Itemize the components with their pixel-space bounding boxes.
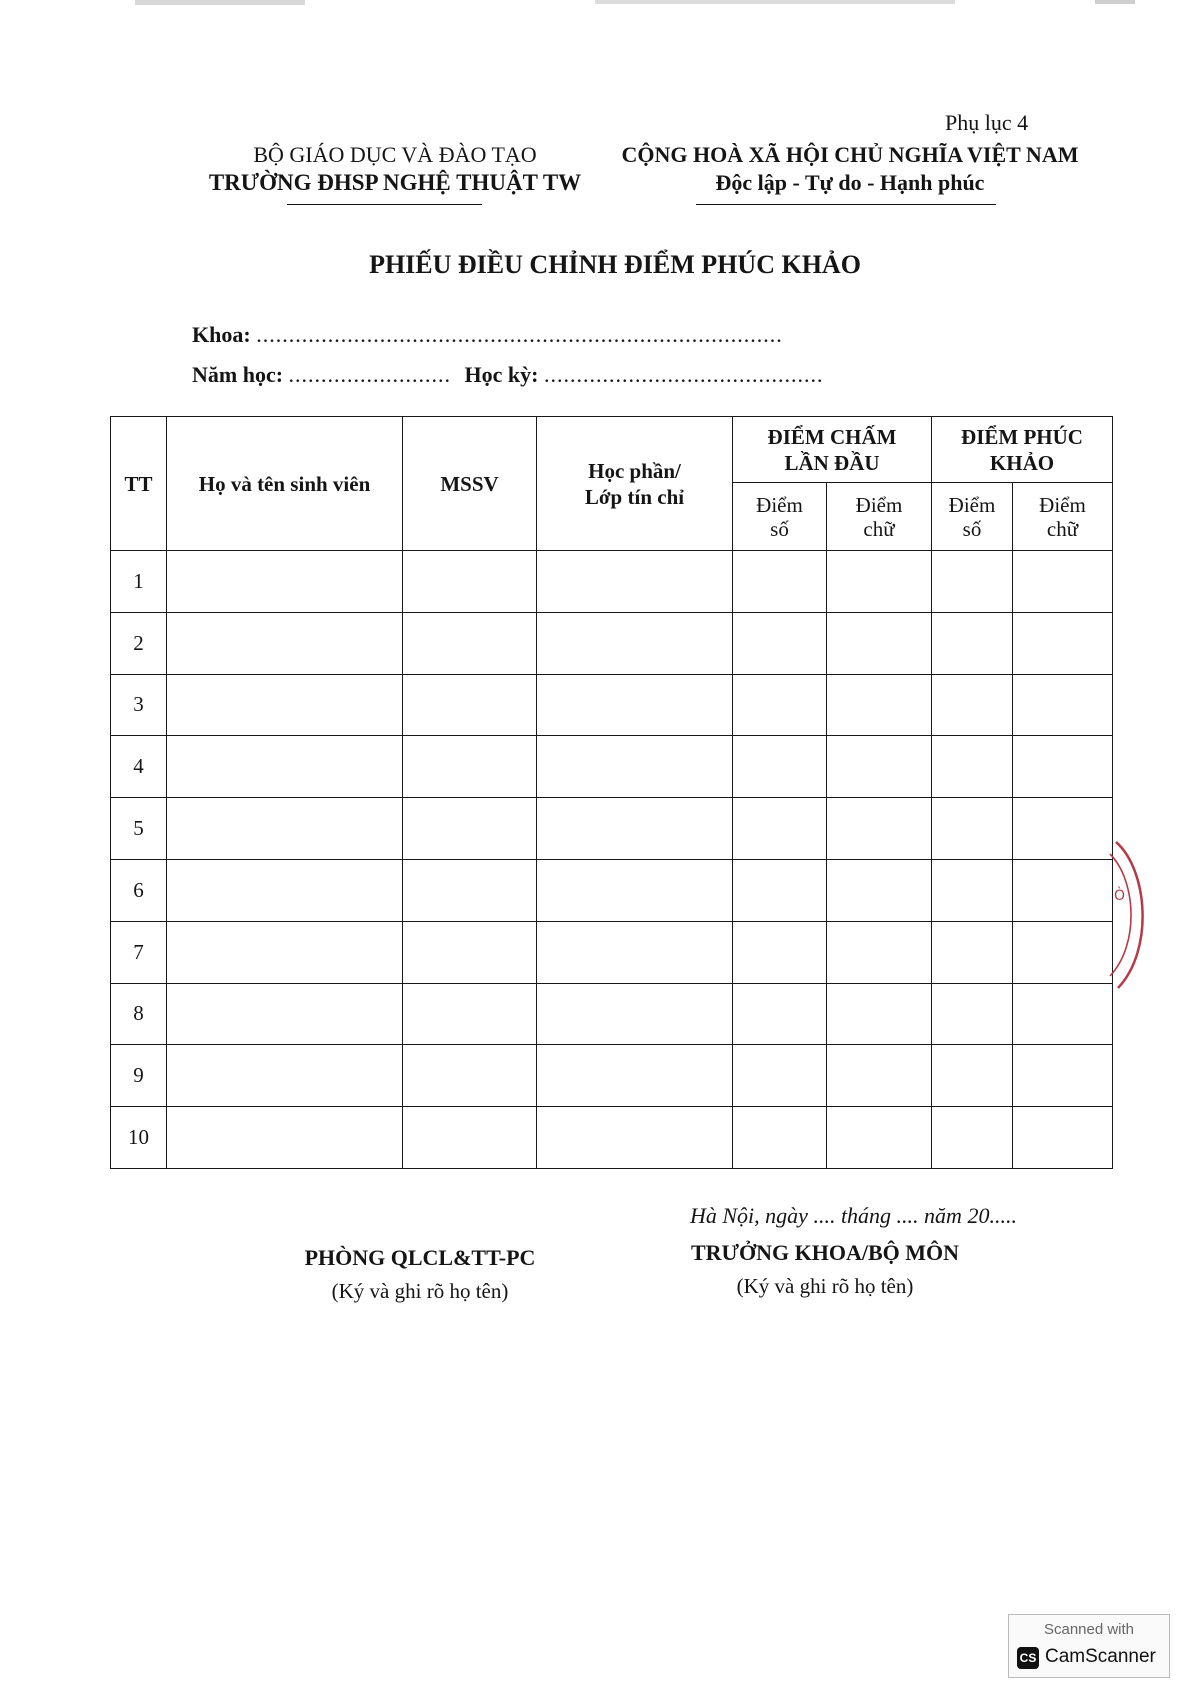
blank-cell: [537, 736, 733, 798]
blank-cell: [733, 551, 827, 613]
sub-words-line2: chữ: [1046, 516, 1079, 541]
header-review-grading-line1: ĐIỂM PHÚC: [961, 424, 1083, 449]
blank-cell: [1013, 551, 1113, 613]
blank-cell: [1013, 612, 1113, 674]
blank-cell: [932, 612, 1013, 674]
school-name: TRƯỜNG ĐHSP NGHỆ THUẬT TW: [208, 170, 582, 195]
blank-cell: [932, 921, 1013, 983]
blank-cell: [167, 1045, 403, 1107]
blank-cell: [827, 921, 932, 983]
issuer-block: [180, 142, 610, 196]
signature-left: [270, 1245, 570, 1304]
sub-number-line1: Điểm: [948, 492, 996, 517]
blank-cell: [537, 674, 733, 736]
blank-cell: [932, 1045, 1013, 1107]
blank-cell: [827, 798, 932, 860]
blank-cell: [733, 736, 827, 798]
blank-cell: [733, 798, 827, 860]
left-signer-title: PHÒNG QLCL&TT-PC: [304, 1245, 536, 1270]
country-name: CỘNG HOÀ XÃ HỘI CHỦ NGHĨA VIỆT NAM: [621, 142, 1079, 167]
date-line: Hà Nội, ngày .... tháng .... năm 20.....: [690, 1203, 1017, 1228]
blank-cell: [403, 612, 537, 674]
semester-label: Học kỳ:: [464, 362, 539, 387]
blank-cell: [403, 736, 537, 798]
header-student-name: Họ và tên sinh viên: [167, 417, 403, 551]
red-stamp-mark: [1108, 840, 1168, 990]
blank-cell: [537, 1045, 733, 1107]
national-motto: Độc lập - Tự do - Hạnh phúc: [715, 170, 985, 195]
signature-right: [650, 1240, 1000, 1299]
blank-cell: [167, 798, 403, 860]
blank-cell: [167, 736, 403, 798]
sub-words-line1: Điểm: [1039, 492, 1086, 517]
year-label: Năm học:: [192, 362, 284, 387]
blank-cell: [1013, 736, 1113, 798]
row-number: 5: [111, 798, 167, 860]
blank-cell: [167, 983, 403, 1045]
blank-cell: [733, 612, 827, 674]
blank-cell: [827, 612, 932, 674]
header-course-line1: Học phần/: [588, 458, 681, 483]
faculty-label: Khoa:: [192, 322, 251, 347]
row-number: 3: [111, 674, 167, 736]
blank-cell: [932, 674, 1013, 736]
year-blank: .........................: [288, 362, 452, 387]
blank-cell: [403, 551, 537, 613]
table-row: [111, 551, 1113, 613]
header-first-grading-line2: LẦN ĐẦU: [784, 450, 880, 475]
header-review-grading-line2: KHẢO: [989, 450, 1055, 475]
blank-cell: [1013, 921, 1113, 983]
blank-cell: [537, 612, 733, 674]
right-signer-title: TRƯỞNG KHOA/BỘ MÔN: [690, 1240, 960, 1265]
blank-cell: [1013, 674, 1113, 736]
grade-adjustment-table: [110, 416, 1113, 1169]
blank-cell: [932, 551, 1013, 613]
watermark-top-text: Scanned with: [1043, 1621, 1135, 1638]
blank-cell: [1013, 798, 1113, 860]
row-number: 1: [111, 551, 167, 613]
blank-cell: [403, 798, 537, 860]
blank-cell: [403, 1045, 537, 1107]
blank-cell: [827, 674, 932, 736]
svg-text:Ò: Ò: [1114, 888, 1126, 904]
blank-cell: [167, 612, 403, 674]
table-row: [111, 859, 1113, 921]
header-first-grading-line1: ĐIỂM CHẤM: [767, 424, 897, 449]
header-review-words: [1013, 483, 1113, 551]
camscanner-logo-icon: CS: [1017, 1647, 1039, 1669]
blank-cell: [827, 551, 932, 613]
blank-cell: [537, 551, 733, 613]
blank-cell: [733, 674, 827, 736]
blank-cell: [403, 921, 537, 983]
blank-cell: [167, 1107, 403, 1169]
blank-cell: [403, 674, 537, 736]
row-number: 8: [111, 983, 167, 1045]
blank-cell: [733, 983, 827, 1045]
camscanner-watermark: [1008, 1614, 1170, 1678]
row-number: 9: [111, 1045, 167, 1107]
row-number: 2: [111, 612, 167, 674]
sub-number-line1: Điểm: [756, 492, 803, 517]
ministry-name: BỘ GIÁO DỤC VÀ ĐÀO TẠO: [253, 142, 537, 167]
scan-edge-artifact: [55, 0, 1135, 8]
faculty-field: [192, 322, 783, 348]
row-number: 4: [111, 736, 167, 798]
blank-cell: [827, 859, 932, 921]
blank-cell: [537, 798, 733, 860]
national-header-block: [610, 142, 1090, 196]
blank-cell: [932, 859, 1013, 921]
header-tt: TT: [111, 417, 167, 551]
blank-cell: [733, 859, 827, 921]
header-first-number: [733, 483, 827, 551]
blank-cell: [932, 736, 1013, 798]
blank-cell: [167, 674, 403, 736]
blank-cell: [932, 1107, 1013, 1169]
header-course: [537, 417, 733, 551]
sub-words-line1: Điểm: [855, 492, 903, 517]
motto-underline: [696, 204, 996, 205]
header-course-line2: Lớp tín chỉ: [584, 484, 685, 509]
blank-cell: [167, 551, 403, 613]
sub-words-line2: chữ: [863, 516, 895, 541]
table-row: [111, 612, 1113, 674]
blank-cell: [827, 736, 932, 798]
blank-cell: [733, 921, 827, 983]
blank-cell: [403, 983, 537, 1045]
blank-cell: [827, 1107, 932, 1169]
blank-cell: [537, 983, 733, 1045]
blank-cell: [1013, 859, 1113, 921]
year-semester-field: [192, 362, 824, 388]
semester-blank: ...........................................: [544, 362, 824, 387]
blank-cell: [827, 1045, 932, 1107]
row-number: 7: [111, 921, 167, 983]
right-signer-note: (Ký và ghi rõ họ tên): [736, 1274, 914, 1298]
grade-table-body: [111, 551, 1113, 1169]
table-row: [111, 921, 1113, 983]
blank-cell: [403, 1107, 537, 1169]
table-row: [111, 983, 1113, 1045]
blank-cell: [167, 921, 403, 983]
blank-cell: [1013, 1045, 1113, 1107]
faculty-blank: .................................................................................: [256, 322, 783, 347]
table-row: [111, 1045, 1113, 1107]
sub-number-line2: số: [770, 516, 789, 541]
table-row: [111, 798, 1113, 860]
left-signer-note: (Ký và ghi rõ họ tên): [331, 1279, 509, 1303]
sub-number-line2: số: [962, 516, 982, 541]
school-underline: [287, 204, 482, 205]
table-row: [111, 674, 1113, 736]
form-title: PHIẾU ĐIỀU CHỈNH ĐIỂM PHÚC KHẢO: [369, 250, 861, 279]
header-review-grading: [932, 417, 1113, 483]
appendix-label: Phụ lục 4: [945, 110, 1029, 135]
table-row: [111, 736, 1113, 798]
blank-cell: [1013, 983, 1113, 1045]
header-mssv: MSSV: [403, 417, 537, 551]
blank-cell: [733, 1045, 827, 1107]
header-review-number: [932, 483, 1013, 551]
blank-cell: [827, 983, 932, 1045]
watermark-brand: CamScanner: [1045, 1646, 1156, 1667]
row-number: 10: [111, 1107, 167, 1169]
blank-cell: [1013, 1107, 1113, 1169]
blank-cell: [403, 859, 537, 921]
blank-cell: [537, 1107, 733, 1169]
blank-cell: [537, 859, 733, 921]
table-row: [111, 1107, 1113, 1169]
blank-cell: [932, 798, 1013, 860]
blank-cell: [167, 859, 403, 921]
header-first-words: [827, 483, 932, 551]
blank-cell: [932, 983, 1013, 1045]
row-number: 6: [111, 859, 167, 921]
blank-cell: [733, 1107, 827, 1169]
blank-cell: [537, 921, 733, 983]
header-first-grading: [733, 417, 932, 483]
